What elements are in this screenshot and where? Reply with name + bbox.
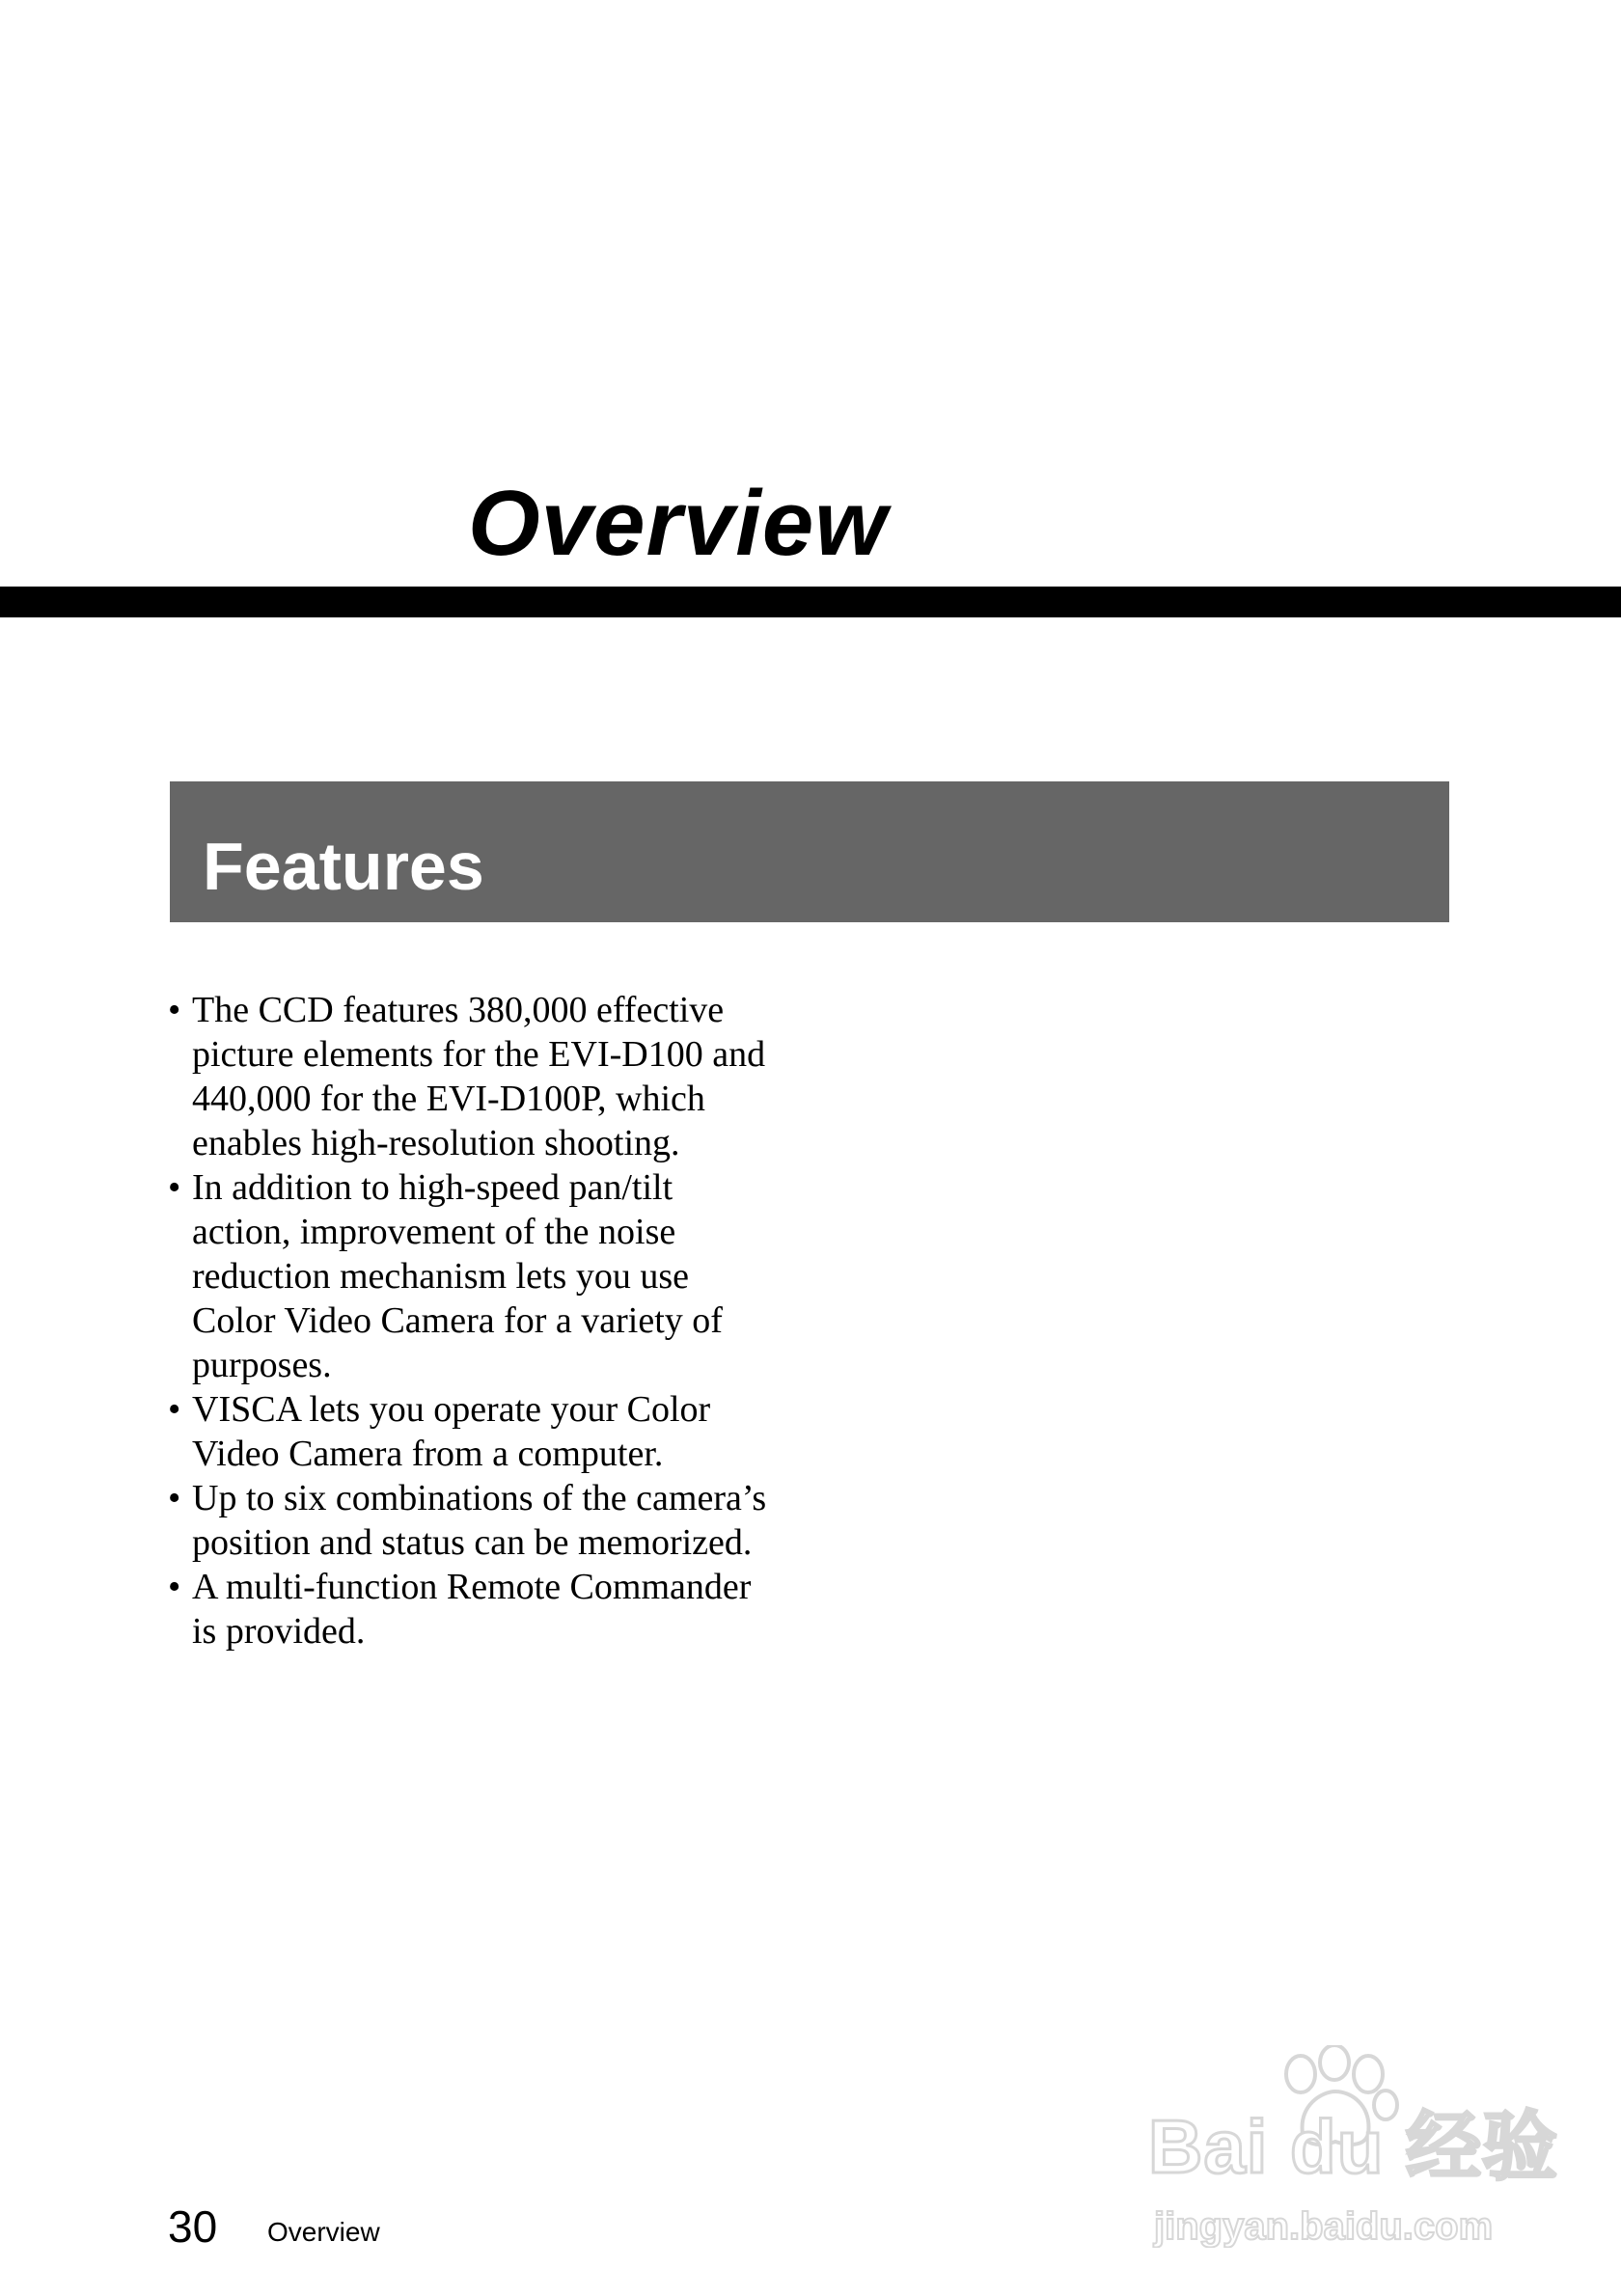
bullet-icon: • <box>168 990 181 1030</box>
feature-list <box>168 988 776 1654</box>
watermark-url: jingyan.baidu.com <box>1154 2205 1494 2248</box>
bullet-icon: • <box>168 1478 181 1518</box>
chapter-title: Overview <box>468 472 888 575</box>
page-number: 30 <box>168 2201 218 2252</box>
baidu-watermark <box>1148 2045 1559 2267</box>
feature-item <box>168 1476 776 1565</box>
feature-text: Up to six combinations of the camera’s position and status can be memorized. <box>192 1478 767 1563</box>
feature-item <box>168 1165 776 1387</box>
feature-text: A multi-function Remote Commander is provided. <box>192 1567 752 1652</box>
section-banner <box>170 781 1449 922</box>
bullet-icon: • <box>168 1567 181 1607</box>
footer-section-name: Overview <box>267 2217 380 2247</box>
feature-text: The CCD features 380,000 effective picture elements for the EVI-D100 and 440,000 for the EVI-D100P, which enables high-resolution shooting. <box>192 990 766 1163</box>
watermark-brand: Bai du 经验 <box>1148 2104 1559 2189</box>
feature-item <box>168 1565 776 1654</box>
bullet-icon: • <box>168 1167 181 1208</box>
bullet-icon: • <box>168 1389 181 1430</box>
feature-text: VISCA lets you operate your Color Video Camera from a computer. <box>192 1389 711 1474</box>
feature-item <box>168 1387 776 1476</box>
feature-item <box>168 988 776 1165</box>
chapter-rule <box>0 587 1621 617</box>
section-title: Features <box>203 829 484 904</box>
feature-text: In addition to high-speed pan/tilt action, improvement of the noise reduction mechanism lets you use Color Video Camera for a variety of purposes. <box>192 1167 723 1385</box>
